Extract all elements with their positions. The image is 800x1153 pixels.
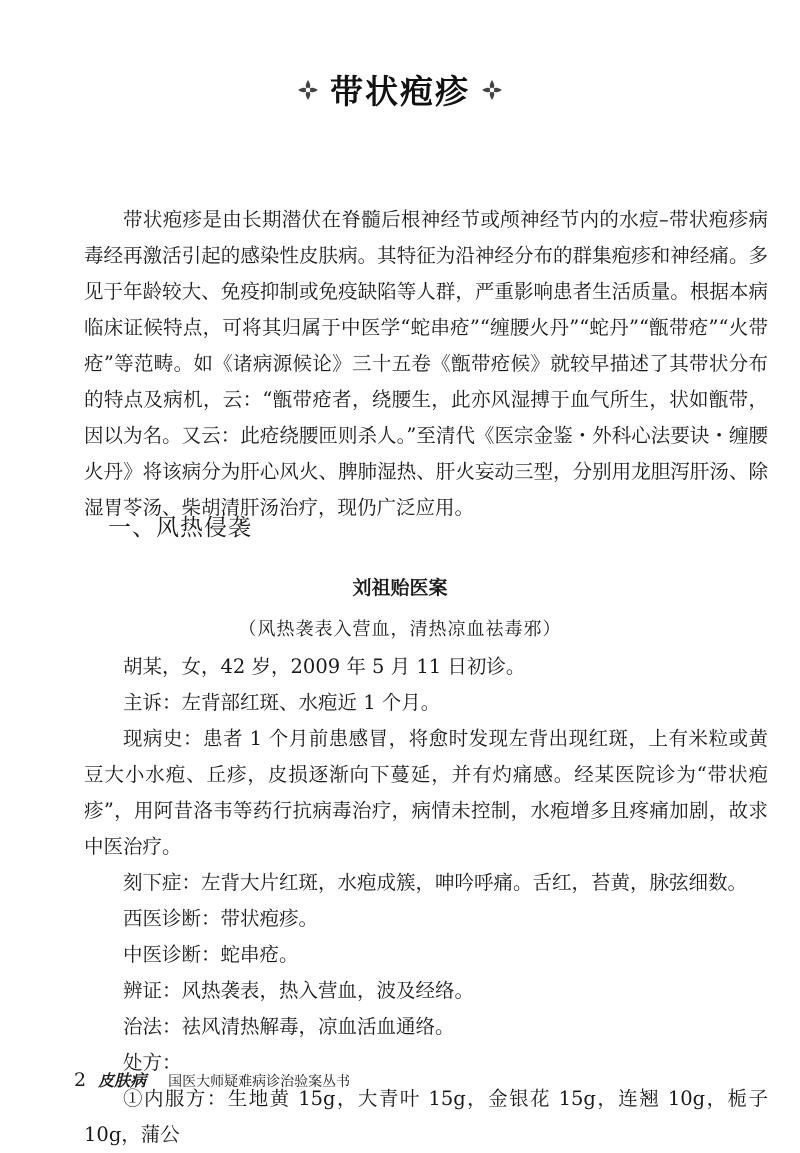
floral-ornament-icon	[296, 78, 320, 102]
series-name: 国医大师疑难病诊治验案丛书	[168, 1074, 351, 1090]
case-title: 刘祖贻医案	[352, 577, 448, 599]
floral-ornament-icon	[480, 78, 504, 102]
case-paragraph-present-history: 现病史：患者 1 个月前患感冒，将愈时发现左背出现红斑，上有米粒或黄豆大小水疱、丘疹，皮损逐渐向下蔓延，并有灼痛感。经某医院诊为“带状疱疹”，用阿昔洛韦等药行抗病毒治疗，病情未控制，水疱增多且疼痛加剧，故求中医治疗。	[84, 727, 768, 858]
case-paragraph-chief-complaint: 主诉：左背部红斑、水疱近 1 个月。	[123, 691, 441, 714]
case-subtitle: （风热袭表入营血，清热凉血祛毒邪）	[238, 619, 562, 640]
case-paragraph-tcm-diagnosis: 中医诊断：蛇串疮。	[123, 943, 299, 966]
case-paragraph-syndrome: 辨证：风热袭表，热入营血，波及经络。	[123, 979, 475, 1002]
page-number: 2	[74, 1069, 87, 1091]
intro-section	[84, 202, 768, 526]
page-footer	[74, 1068, 350, 1091]
book-name: 皮肤病	[98, 1071, 147, 1090]
case-paragraph-current-symptoms: 刻下症：左背大片红斑，水疱成簇，呻吟呼痛。舌红，苔黄，脉弦细数。	[123, 871, 748, 894]
intro-paragraph: 带状疱疹是由长期潜伏在脊髓后根神经节或颅神经节内的水痘–带状疱疹病毒经再激活引起的感染性皮肤病。其特征为沿神经分布的群集疱疹和神经痛。多见于年龄较大、免疫抑制或免疫缺陷等人群，严重影响患者生活质量。根据本病临床证候特点，可将其归属于中医学“蛇串疮”“缠腰火丹”“蛇丹”“甑带疮”“火带疮”等范畴。如《诸病源候论》三十五卷《甑带疮候》就较早描述了其带状分布的特点及病机，云：“甑带疮者，绕腰生，此亦风湿搏于血气所生，状如甑带，因以为名。又云：此疮绕腰匝则杀人。”至清代《医宗金鉴・外科心法要诀・缠腰火丹》将该病分为肝心风火、脾肺湿热、肝火妄动三型，分别用龙胆泻肝汤、除湿胃苓汤、柴胡清肝汤治疗，现仍广泛应用。	[84, 208, 768, 519]
chapter-title: 带状疱疹	[330, 72, 470, 111]
case-paragraph-prescription-label: 处方：	[123, 1051, 182, 1074]
case-paragraph-internal-prescription: ①内服方：生地黄 15g，大青叶 15g，金银花 15g，连翘 10g，栀子 10g，蒲公	[84, 1087, 768, 1146]
case-paragraph-western-diagnosis: 西医诊断：带状疱疹。	[123, 907, 319, 930]
section-heading: 一、风热侵袭	[108, 515, 252, 541]
case-paragraph-patient-info: 胡某，女，42 岁，2009 年 5 月 11 日初诊。	[123, 655, 526, 678]
chapter-title-block	[0, 66, 800, 113]
case-paragraph-treatment: 治法：祛风清热解毒，凉血活血通络。	[123, 1015, 455, 1038]
